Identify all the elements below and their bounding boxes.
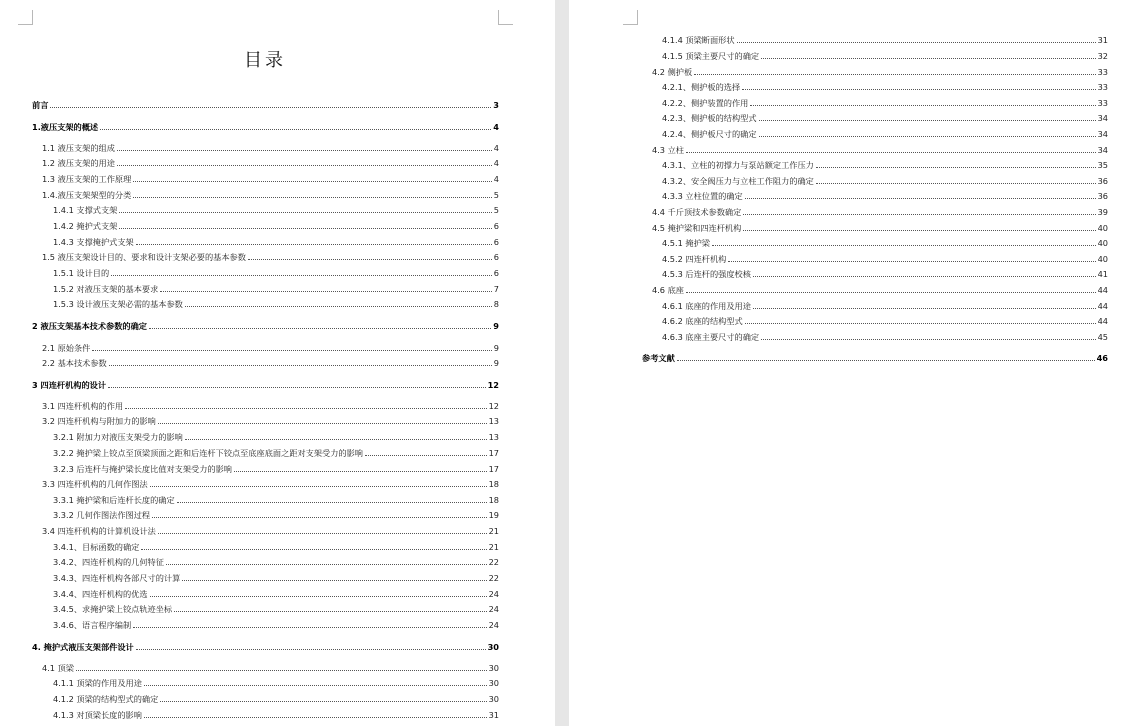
toc-entry-page-number: 17 bbox=[488, 464, 499, 474]
dot-leader bbox=[133, 627, 486, 628]
dot-leader bbox=[753, 308, 1096, 309]
toc-entry-page-number: 6 bbox=[493, 268, 499, 278]
dot-leader bbox=[761, 339, 1095, 340]
toc-entry-title: 参考文献 bbox=[642, 353, 675, 363]
toc-entry[interactable] bbox=[662, 237, 1108, 249]
toc-entry[interactable] bbox=[53, 283, 499, 295]
toc-entry-title: 4.2.1、侧护板的选择 bbox=[662, 82, 741, 92]
dot-leader bbox=[185, 306, 492, 307]
toc-title: 目录 bbox=[244, 50, 286, 71]
toc-entry-page-number: 35 bbox=[1097, 160, 1108, 170]
toc-entry-page-number: 6 bbox=[493, 252, 499, 262]
toc-entry-page-number: 32 bbox=[1097, 51, 1108, 61]
dot-leader bbox=[365, 455, 487, 456]
dot-leader bbox=[108, 387, 486, 388]
toc-entry-title: 4.5.2 四连杆机构 bbox=[662, 254, 727, 264]
dot-leader bbox=[136, 244, 492, 245]
toc-entry-title: 1.4.3 支撑掩护式支架 bbox=[53, 237, 134, 247]
toc-entry-page-number: 6 bbox=[493, 221, 499, 231]
dot-leader bbox=[119, 228, 491, 229]
dot-leader bbox=[816, 183, 1096, 184]
toc-entry[interactable] bbox=[53, 236, 499, 248]
dot-leader bbox=[149, 328, 491, 329]
toc-entry-title: 4.6 底座 bbox=[652, 285, 684, 295]
toc-entry-page-number: 4 bbox=[493, 158, 499, 168]
toc-entry-title: 4.3.1、立柱的初撑力与泵站额定工作压力 bbox=[662, 160, 814, 170]
dot-leader bbox=[150, 596, 487, 597]
dot-leader bbox=[141, 549, 486, 550]
toc-entry-title: 3.4 四连杆机构的计算机设计法 bbox=[42, 526, 156, 536]
toc-entry[interactable] bbox=[53, 431, 499, 443]
toc-entry-title: 3.2 四连杆机构与附加力的影响 bbox=[42, 416, 156, 426]
toc-entry-page-number: 21 bbox=[488, 542, 499, 552]
toc-entry-title: 4.5 掩护梁和四连杆机构 bbox=[652, 223, 742, 233]
toc-entry-title: 3.4.3、四连杆机构各部尺寸的计算 bbox=[53, 573, 181, 583]
toc-entry[interactable] bbox=[652, 284, 1108, 296]
dot-leader bbox=[158, 423, 487, 424]
toc-entry-title: 1.5.2 对液压支架的基本要求 bbox=[53, 284, 159, 294]
toc-entry-page-number: 18 bbox=[488, 479, 499, 489]
dot-leader bbox=[745, 323, 1096, 324]
dot-leader bbox=[152, 517, 486, 518]
toc-entry-title: 4.2.2、侧护装置的作用 bbox=[662, 98, 749, 108]
toc-entry-page-number: 12 bbox=[488, 401, 499, 411]
toc-entry-title: 3.4.6、语言程序编制 bbox=[53, 620, 132, 630]
toc-entry-title: 4.1.2 顶梁的结构型式的确定 bbox=[53, 694, 159, 704]
toc-entry[interactable] bbox=[53, 267, 499, 279]
document-page-right bbox=[569, 0, 1140, 726]
toc-entry-title: 1.1 液压支架的组成 bbox=[42, 143, 115, 153]
toc-entry[interactable] bbox=[652, 66, 1108, 78]
toc-entry-page-number: 45 bbox=[1097, 332, 1108, 342]
dot-leader bbox=[174, 611, 486, 612]
toc-entry-page-number: 24 bbox=[488, 589, 499, 599]
toc-entry-title: 1.5 液压支架设计目的、要求和设计支架必要的基本参数 bbox=[42, 252, 246, 262]
toc-entry-page-number: 36 bbox=[1097, 176, 1108, 186]
dot-leader bbox=[117, 150, 492, 151]
toc-entry[interactable] bbox=[53, 509, 499, 521]
toc-entry[interactable] bbox=[662, 268, 1108, 280]
toc-entry-title: 1.3 液压支架的工作原理 bbox=[42, 174, 132, 184]
toc-entry-page-number: 41 bbox=[1097, 269, 1108, 279]
toc-entry[interactable] bbox=[42, 525, 499, 537]
toc-entry[interactable] bbox=[42, 357, 499, 369]
dot-leader bbox=[144, 717, 487, 718]
toc-entry[interactable] bbox=[42, 142, 499, 154]
toc-entry-title: 3.4.2、四连杆机构的几何特征 bbox=[53, 557, 164, 567]
dot-leader bbox=[728, 261, 1095, 262]
toc-entry[interactable] bbox=[42, 189, 499, 201]
dot-leader bbox=[117, 165, 492, 166]
toc-entry-page-number: 34 bbox=[1097, 113, 1108, 123]
toc-entry-title: 4.3 立柱 bbox=[652, 145, 684, 155]
toc-entry-page-number: 9 bbox=[493, 321, 499, 331]
toc-entry-title: 3.3.2 几何作图法作图过程 bbox=[53, 510, 151, 520]
toc-entry-title: 4.6.1 底座的作用及用途 bbox=[662, 301, 751, 311]
dot-leader bbox=[686, 292, 1096, 293]
toc-entry[interactable] bbox=[662, 159, 1108, 171]
toc-entry-page-number: 44 bbox=[1097, 316, 1108, 326]
toc-entry[interactable] bbox=[662, 175, 1108, 187]
toc-entry[interactable] bbox=[53, 220, 499, 232]
toc-entry[interactable] bbox=[662, 190, 1108, 202]
toc-entry-title: 3.4.1、目标函数的确定 bbox=[53, 542, 140, 552]
toc-entry-title: 4.5.1 掩护梁 bbox=[662, 238, 710, 248]
toc-entry-title: 前言 bbox=[32, 100, 49, 110]
toc-entry-title: 1.液压支架的概述 bbox=[32, 122, 99, 132]
toc-entry-title: 3.4.4、四连杆机构的优选 bbox=[53, 589, 148, 599]
dot-leader bbox=[248, 259, 492, 260]
toc-entry-page-number: 36 bbox=[1097, 191, 1108, 201]
toc-entry-title: 4.1.1 顶梁的作用及用途 bbox=[53, 678, 142, 688]
dot-leader bbox=[816, 167, 1096, 168]
toc-entry-page-number: 21 bbox=[488, 526, 499, 536]
toc-entry-title: 3.3.1 掩护梁和后连杆长度的确定 bbox=[53, 495, 175, 505]
toc-entry-page-number: 34 bbox=[1097, 129, 1108, 139]
toc-entry-title: 4.1.4 顶梁断面形状 bbox=[662, 35, 735, 45]
toc-entry-title: 4.1.3 对顶梁长度的影响 bbox=[53, 710, 142, 720]
dot-leader bbox=[182, 580, 486, 581]
toc-entry[interactable] bbox=[53, 709, 499, 721]
dot-leader bbox=[136, 649, 486, 650]
toc-entry-title: 2 液压支架基本技术参数的确定 bbox=[32, 321, 147, 331]
toc-entry-title: 2.1 原始条件 bbox=[42, 343, 91, 353]
toc-entry-page-number: 6 bbox=[493, 237, 499, 247]
toc-entry-page-number: 9 bbox=[493, 358, 499, 368]
toc-entry[interactable] bbox=[53, 677, 499, 689]
toc-entry[interactable] bbox=[42, 251, 499, 263]
dot-leader bbox=[133, 197, 491, 198]
toc-entry-page-number: 40 bbox=[1097, 223, 1108, 233]
toc-entry-page-number: 7 bbox=[493, 284, 499, 294]
toc-entry[interactable] bbox=[652, 144, 1108, 156]
toc-entry-title: 1.4.2 掩护式支架 bbox=[53, 221, 118, 231]
toc-entry-page-number: 24 bbox=[488, 604, 499, 614]
toc-entry-page-number: 31 bbox=[1097, 35, 1108, 45]
toc-entry-page-number: 44 bbox=[1097, 285, 1108, 295]
dot-leader bbox=[160, 701, 486, 702]
toc-entry-page-number: 9 bbox=[493, 343, 499, 353]
toc-entry[interactable] bbox=[53, 463, 499, 475]
toc-entry-page-number: 18 bbox=[488, 495, 499, 505]
toc-entry-title: 4.3.3 立柱位置的确定 bbox=[662, 191, 743, 201]
toc-entry[interactable] bbox=[42, 400, 499, 412]
toc-entry-page-number: 22 bbox=[488, 573, 499, 583]
toc-entry[interactable] bbox=[42, 173, 499, 185]
toc-entry[interactable] bbox=[42, 662, 499, 674]
toc-entry[interactable] bbox=[53, 298, 499, 310]
toc-entry[interactable] bbox=[662, 300, 1108, 312]
toc-entry-page-number: 31 bbox=[488, 710, 499, 720]
dot-leader bbox=[694, 74, 1095, 75]
toc-entry-title: 1.4.液压支架架型的分类 bbox=[42, 190, 132, 200]
toc-entry-title: 4.2.3、侧护板的结构型式 bbox=[662, 113, 757, 123]
toc-entry[interactable] bbox=[662, 128, 1108, 140]
dot-leader bbox=[111, 275, 492, 276]
document-page-left bbox=[0, 0, 555, 726]
toc-entry[interactable] bbox=[53, 619, 499, 631]
dot-leader bbox=[737, 42, 1096, 43]
toc-entry-page-number: 8 bbox=[493, 299, 499, 309]
toc-entry-page-number: 33 bbox=[1097, 98, 1108, 108]
toc-entry[interactable] bbox=[662, 50, 1108, 62]
toc-entry-page-number: 4 bbox=[493, 122, 499, 132]
toc-entry[interactable] bbox=[32, 121, 499, 133]
dot-leader bbox=[753, 276, 1096, 277]
dot-leader bbox=[119, 212, 491, 213]
dot-leader bbox=[759, 136, 1096, 137]
dot-leader bbox=[125, 408, 486, 409]
toc-entry-title: 1.5.3 设计液压支架必需的基本参数 bbox=[53, 299, 183, 309]
toc-entry-title: 3.2.2 掩护梁上铰点至顶梁顶面之距和后连杆下铰点至底座底面之距对支架受力的影响 bbox=[53, 448, 363, 458]
toc-entry[interactable] bbox=[42, 415, 499, 427]
toc-entry[interactable] bbox=[652, 206, 1108, 218]
toc-entry-title: 1.5.1 设计目的 bbox=[53, 268, 110, 278]
dot-leader bbox=[92, 350, 491, 351]
dot-leader bbox=[185, 439, 487, 440]
dot-leader bbox=[759, 120, 1096, 121]
dot-leader bbox=[743, 214, 1095, 215]
toc-entry[interactable] bbox=[42, 478, 499, 490]
toc-entry-page-number: 3 bbox=[493, 100, 499, 110]
toc-entry[interactable] bbox=[53, 603, 499, 615]
toc-entry-page-number: 4 bbox=[493, 174, 499, 184]
toc-entry[interactable] bbox=[662, 331, 1108, 343]
dot-leader bbox=[100, 129, 491, 130]
dot-leader bbox=[743, 230, 1095, 231]
toc-entry[interactable] bbox=[53, 494, 499, 506]
toc-entry-title: 3 四连杆机构的设计 bbox=[32, 380, 107, 390]
toc-entry-page-number: 40 bbox=[1097, 238, 1108, 248]
dot-leader bbox=[160, 291, 491, 292]
toc-entry-page-number: 30 bbox=[488, 678, 499, 688]
toc-entry[interactable] bbox=[53, 447, 499, 459]
toc-entry-page-number: 40 bbox=[1097, 254, 1108, 264]
toc-entry[interactable] bbox=[53, 693, 499, 705]
toc-entry[interactable] bbox=[32, 379, 499, 391]
dot-leader bbox=[144, 685, 487, 686]
toc-entry-page-number: 4 bbox=[493, 143, 499, 153]
dot-leader bbox=[150, 486, 487, 487]
toc-list-right bbox=[569, 0, 1140, 726]
dot-leader bbox=[109, 365, 492, 366]
toc-entry[interactable] bbox=[42, 342, 499, 354]
toc-entry-title: 2.2 基本技术参数 bbox=[42, 358, 107, 368]
dot-leader bbox=[712, 245, 1096, 246]
toc-entry-title: 3.1 四连杆机构的作用 bbox=[42, 401, 124, 411]
toc-entry-title: 4.2 侧护板 bbox=[652, 67, 693, 77]
toc-entry-title: 3.2.1 附加力对液压支架受力的影响 bbox=[53, 432, 183, 442]
toc-entry-title: 1.2 液压支架的用途 bbox=[42, 158, 115, 168]
toc-entry-title: 4.5.3 后连杆的强度校核 bbox=[662, 269, 751, 279]
dot-leader bbox=[177, 502, 487, 503]
toc-entry-page-number: 33 bbox=[1097, 67, 1108, 77]
toc-entry[interactable] bbox=[53, 588, 499, 600]
toc-entry-page-number: 24 bbox=[488, 620, 499, 630]
dot-leader bbox=[133, 181, 491, 182]
toc-entry-title: 4.4 千斤顶技术参数确定 bbox=[652, 207, 742, 217]
toc-entry[interactable] bbox=[53, 541, 499, 553]
toc-entry-page-number: 33 bbox=[1097, 82, 1108, 92]
toc-entry[interactable] bbox=[662, 315, 1108, 327]
toc-entry[interactable] bbox=[662, 112, 1108, 124]
toc-entry-title: 4.1.5 顶梁主要尺寸的确定 bbox=[662, 51, 760, 61]
toc-entry-title: 4.6.3 底座主要尺寸的确定 bbox=[662, 332, 760, 342]
toc-entry[interactable] bbox=[662, 97, 1108, 109]
toc-entry-page-number: 39 bbox=[1097, 207, 1108, 217]
toc-entry-page-number: 22 bbox=[488, 557, 499, 567]
toc-entry-title: 3.4.5、求掩护梁上铰点轨迹坐标 bbox=[53, 604, 173, 614]
toc-entry[interactable] bbox=[662, 253, 1108, 265]
toc-entry[interactable] bbox=[42, 157, 499, 169]
dot-leader bbox=[677, 360, 1095, 361]
toc-entry[interactable] bbox=[32, 99, 499, 111]
toc-entry-page-number: 5 bbox=[493, 190, 499, 200]
toc-entry-title: 4.2.4、侧护板尺寸的确定 bbox=[662, 129, 757, 139]
dot-leader bbox=[686, 152, 1096, 153]
toc-entry-title: 3.2.3 后连杆与掩护梁长度比值对支架受力的影响 bbox=[53, 464, 232, 474]
dot-leader bbox=[750, 105, 1095, 106]
toc-entry[interactable] bbox=[32, 320, 499, 332]
toc-entry-page-number: 12 bbox=[487, 380, 499, 390]
toc-entry[interactable] bbox=[642, 352, 1108, 364]
toc-entry-page-number: 30 bbox=[487, 642, 499, 652]
toc-entry-title: 4.6.2 底座的结构型式 bbox=[662, 316, 743, 326]
toc-entry[interactable] bbox=[662, 34, 1108, 46]
toc-entry-page-number: 30 bbox=[488, 663, 499, 673]
dot-leader bbox=[50, 107, 491, 108]
toc-entry-page-number: 44 bbox=[1097, 301, 1108, 311]
toc-entry-page-number: 46 bbox=[1096, 353, 1108, 363]
toc-list-left bbox=[0, 0, 555, 726]
dot-leader bbox=[742, 89, 1095, 90]
toc-entry-page-number: 17 bbox=[488, 448, 499, 458]
toc-entry-page-number: 5 bbox=[493, 205, 499, 215]
toc-entry[interactable] bbox=[652, 222, 1108, 234]
toc-entry[interactable] bbox=[53, 556, 499, 568]
toc-entry-title: 4.1 顶梁 bbox=[42, 663, 74, 673]
toc-entry[interactable] bbox=[53, 572, 499, 584]
dot-leader bbox=[761, 58, 1095, 59]
toc-entry-title: 4.3.2、安全阀压力与立柱工作阻力的确定 bbox=[662, 176, 814, 186]
toc-entry[interactable] bbox=[53, 204, 499, 216]
toc-entry-page-number: 19 bbox=[488, 510, 499, 520]
toc-entry-page-number: 13 bbox=[488, 416, 499, 426]
toc-entry-page-number: 13 bbox=[488, 432, 499, 442]
dot-leader bbox=[234, 471, 487, 472]
toc-entry-title: 4. 掩护式液压支架部件设计 bbox=[32, 642, 134, 652]
toc-entry-title: 1.4.1 支撑式支架 bbox=[53, 205, 118, 215]
toc-entry[interactable] bbox=[662, 81, 1108, 93]
toc-entry-title: 3.3 四连杆机构的几何作图法 bbox=[42, 479, 148, 489]
dot-leader bbox=[166, 564, 487, 565]
dot-leader bbox=[745, 198, 1096, 199]
toc-entry[interactable] bbox=[32, 641, 499, 653]
dot-leader bbox=[158, 533, 487, 534]
toc-entry-page-number: 30 bbox=[488, 694, 499, 704]
toc-entry-page-number: 34 bbox=[1097, 145, 1108, 155]
dot-leader bbox=[76, 670, 487, 671]
